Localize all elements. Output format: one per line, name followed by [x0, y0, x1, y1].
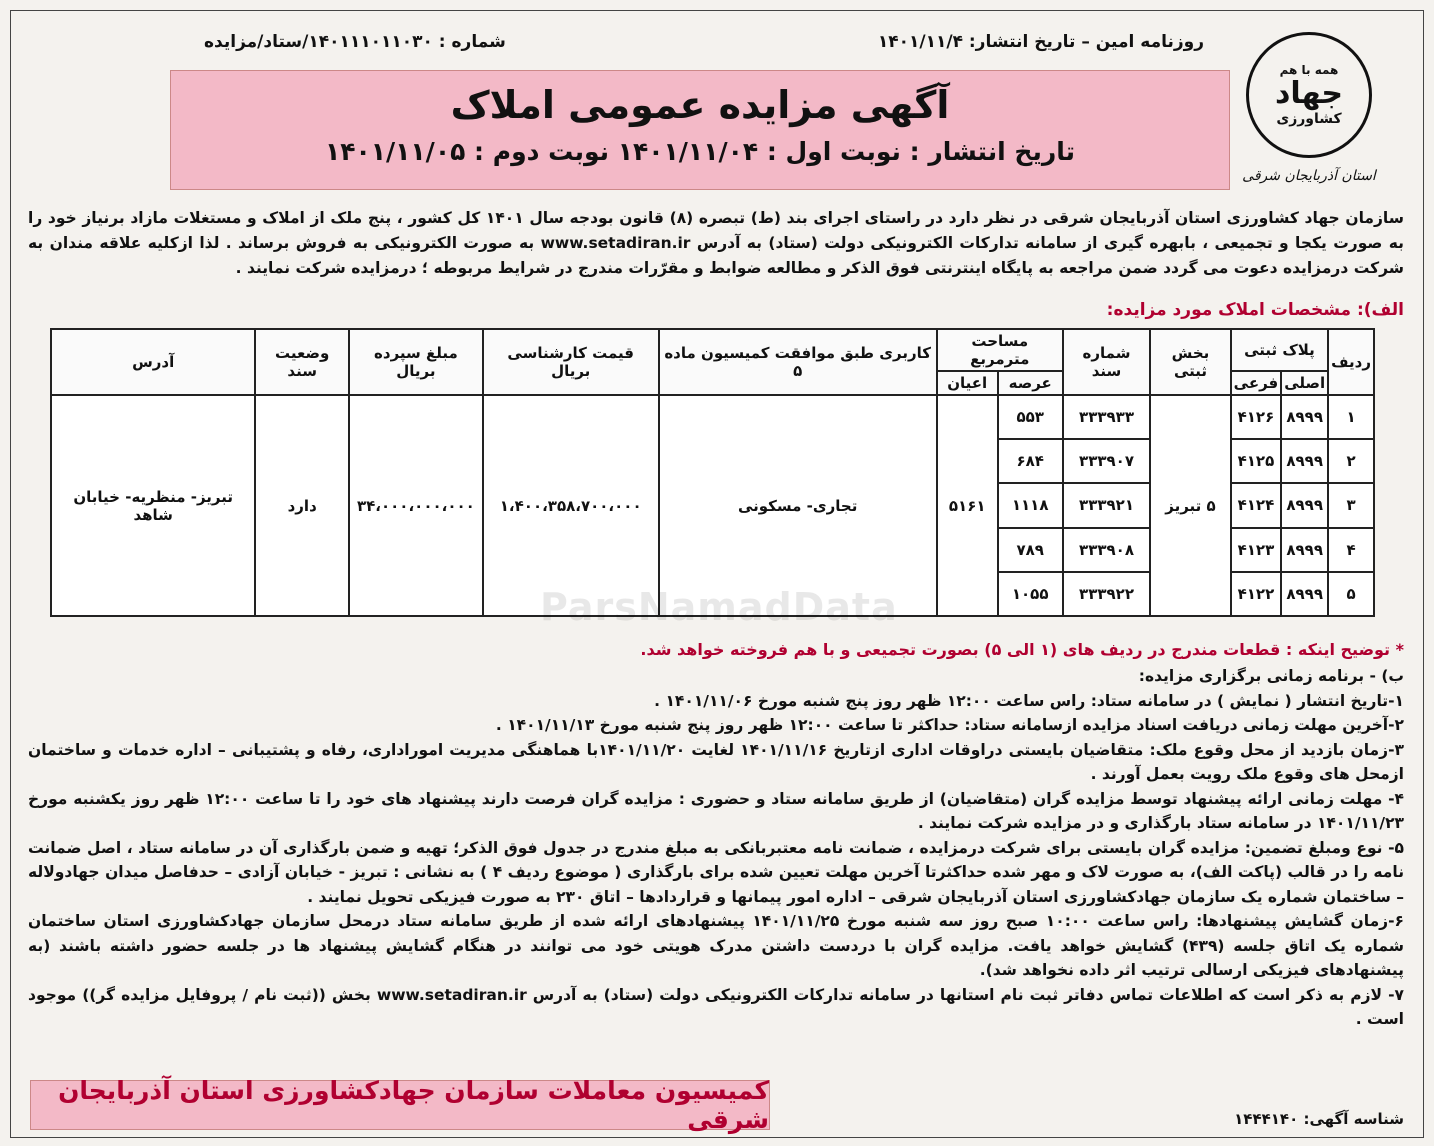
schedule-item: ۲-آخرین مهلت زمانی دریافت اسناد مزایده ازسامانه ستاد: حداکثر تا ساعت ۱۲:۰۰ ظهر روز پنج شنبه مورخ ۱۴۰۱/۱۱/۱۳ .	[495, 716, 1404, 734]
cell-bakhsh: ۵ تبریز	[1150, 395, 1230, 616]
footer-commission: کمیسیون معاملات سازمان جهادکشاورزی استان آذربایجان شرقی	[30, 1080, 770, 1130]
cell-asli: ۸۹۹۹	[1281, 395, 1328, 439]
cell-farei: ۴۱۲۶	[1231, 395, 1282, 439]
cell-asli: ۸۹۹۹	[1281, 528, 1328, 572]
cell-deposit: ۳۴،۰۰۰،۰۰۰،۰۰۰	[349, 395, 483, 616]
schedule-item: ۷- لازم به ذکر است که اطلاعات تماس دفاتر ثبت نام استانها در سامانه تدارکات الکترونیکی دولت (ستاد) به آدرس www.setadiran.ir بخش ((ثبت نام / پروفایل مزایده گر)) موجود است .	[28, 985, 1404, 1028]
cell-asli: ۸۹۹۹	[1281, 483, 1328, 527]
cell-row: ۵	[1328, 572, 1374, 616]
schedule-item: ۵- نوع ومبلغ تضمین: مزایده گران بایستی برای شرکت درمزایده ، ضمانت نامه معتبربانکی به مبلغ مندرج در جدول فوق الذکر؛ تهیه و ضمن بارگذاری آن در سامانه ستاد ، اصل ضمانت نامه را در قالب (پاکت الف)، به صورت لاک و مهر شده حداکثرتا آخرین مهلت تعیین شده برای بارگذاری ( موضوع ردیف ۴ ) به نشانی : تبریز - خیابان آزادی – حدفاصل میدان جهادولاله – ساختمان شماره یک سازمان جهادکشاورزی استان آذربایجان شرقی – اداره امور پیمانها و قراردادها – اتاق ۲۳۰ به صورت فیزیکی تحویل نمایند .	[28, 838, 1405, 906]
cell-farei: ۴۱۲۴	[1231, 483, 1282, 527]
notice-number: شماره : ۱۴۰۱۱۱۰۱۱۰۳۰/ستاد/مزایده	[204, 32, 506, 52]
cell-arse: ۵۵۳	[998, 395, 1063, 439]
cell-sanad: ۳۳۳۹۳۳	[1063, 395, 1151, 439]
table-row	[51, 395, 1374, 439]
title-box	[170, 70, 1230, 190]
cell-row: ۳	[1328, 483, 1374, 527]
cell-usage: تجاری- مسکونی	[659, 395, 937, 616]
th-farei: فرعی	[1231, 371, 1282, 395]
schedule-item: ۶-زمان گشایش پیشنهادها: راس ساعت ۱۰:۰۰ صبح روز سه شنبه مورخ ۱۴۰۱/۱۱/۲۵ پیشنهادهای ارائه شده از طریق سامانه ستاد درمحل سازمان جهادکشاورزی استان ساختمان شماره یک اتاق جلسه (۴۳۹) گشایش خواهد یافت. مزایده گران با دردست داشتن مدرک هویتی خود می توانند در هنگام گشایش پیشنهاد ها در جلسه حضور داشته باشند (به پیشنهادهای فیزیکی ارسالی ترتیب اثر داده نخواهد شد).	[28, 912, 1404, 979]
newspaper-info: روزنامه امین – تاریخ انتشار: ۱۴۰۱/۱۱/۴	[877, 32, 1204, 52]
th-sanad: شماره سند	[1063, 329, 1151, 395]
th-bakhsh: بخش ثبتی	[1150, 329, 1230, 395]
th-usage: کاربری طبق موافقت کمیسیون ماده ۵	[659, 329, 937, 395]
th-plak: پلاک ثبتی	[1231, 329, 1329, 371]
schedule-item: ۴- مهلت زمانی ارائه پیشنهاد توسط مزایده گران (متقاضیان) از طریق سامانه ستاد و حضوری : مزایده گران فرصت دارند پیشنهاد های خود را تا ساعت ۱۲:۰۰ ظهر روز یکشنبه مورخ ۱۴۰۱/۱۱/۲۳ در سامانه ستاد بارگذاری و در مزایده شرکت نمایند .	[28, 789, 1404, 832]
publish-dates: تاریخ انتشار : نوبت اول : ۱۴۰۱/۱۱/۰۴ نوبت دوم : ۱۴۰۱/۱۱/۰۵	[325, 137, 1075, 166]
th-row: ردیف	[1328, 329, 1374, 395]
cell-price: ۱،۴۰۰،۳۵۸،۷۰۰،۰۰۰	[483, 395, 659, 616]
logo-emblem	[1246, 32, 1372, 158]
logo-line3: کشاورزی	[1276, 111, 1342, 127]
th-deposit: مبلغ سپرده بریال	[349, 329, 483, 395]
ad-identifier: شناسه آگهی: ۱۴۴۴۱۴۰	[1234, 1110, 1404, 1128]
cell-arse: ۱۱۱۸	[998, 483, 1063, 527]
th-asli: اصلی	[1281, 371, 1328, 395]
cell-asli: ۸۹۹۹	[1281, 439, 1328, 483]
th-arse: عرصه	[998, 371, 1063, 395]
logo-line1: همه با هم	[1279, 63, 1339, 77]
th-ayan: اعیان	[937, 371, 998, 395]
note-text: * توضیح اینکه : قطعات مندرج در ردیف های (۱ الی ۵) بصورت تجمیعی و با هم فروخته خواهد شد.	[640, 640, 1404, 659]
cell-row: ۲	[1328, 439, 1374, 483]
schedule-item: ۳-زمان بازدید از محل وقوع ملک: متقاضیان بایستی دراوقات اداری ازتاریخ ۱۴۰۱/۱۱/۱۶ لغایت ۱۴۰۱/۱۱/۲۰با هماهنگی مدیریت اموراداری، رفاه و پشتیبانی – اداره خدمات و ساختمان ازمحل های وقوع ملک رویت بعمل آورند .	[28, 740, 1404, 783]
cell-sanad: ۳۳۳۹۰۸	[1063, 528, 1151, 572]
schedule-title: ب) - برنامه زمانی برگزاری مزایده:	[1138, 667, 1404, 685]
section-a-heading: الف): مشخصات املاک مورد مزایده:	[1106, 300, 1404, 320]
logo-province: استان آذربایجان شرقی	[1242, 168, 1376, 184]
schedule-item: ۱-تاریخ انتشار ( نمایش ) در سامانه ستاد: راس ساعت ۱۲:۰۰ ظهر روز پنج شنبه مورخ ۱۴۰۱/۱۱/۰۶ .	[654, 691, 1404, 710]
cell-row: ۱	[1328, 395, 1374, 439]
logo	[1224, 32, 1394, 192]
th-status: وضعیت سند	[255, 329, 349, 395]
cell-sanad: ۳۳۳۹۲۱	[1063, 483, 1151, 527]
cell-sanad: ۳۳۳۹۲۲	[1063, 572, 1151, 616]
watermark: ParsNamadData	[540, 585, 898, 629]
schedule-section	[28, 664, 1404, 1032]
th-price: قیمت کارشناسی بریال	[483, 329, 659, 395]
header-row	[204, 28, 1204, 56]
cell-status: دارد	[255, 395, 349, 616]
th-address: آدرس	[51, 329, 255, 395]
cell-farei: ۴۱۲۳	[1231, 528, 1282, 572]
cell-farei: ۴۱۲۲	[1231, 572, 1282, 616]
cell-arse: ۶۸۴	[998, 439, 1063, 483]
cell-address: تبریز- منظریه- خیابان شاهد	[51, 395, 255, 616]
cell-ayan: ۵۱۶۱	[937, 395, 998, 616]
cell-arse: ۱۰۵۵	[998, 572, 1063, 616]
cell-sanad: ۳۳۳۹۰۷	[1063, 439, 1151, 483]
logo-line2: جهاد	[1274, 76, 1344, 111]
page-title: آگهی مزایده عمومی املاک	[450, 83, 950, 127]
th-area: مساحت مترمربع	[937, 329, 1063, 371]
property-table	[50, 328, 1375, 617]
cell-row: ۴	[1328, 528, 1374, 572]
cell-farei: ۴۱۲۵	[1231, 439, 1282, 483]
intro-paragraph: سازمان جهاد کشاورزی استان آذربایجان شرقی در نظر دارد در راستای اجرای بند (ط) تبصره (۸) قانون بودجه سال ۱۴۰۱ کل کشور ، پنج ملک از املاک و مستغلات مازاد برنیاز خود را به صورت یکجا و تجمیعی ، بابهره گیری از سامانه تدارکات الکترونیکی دولت (ستاد) به آدرس www.setadiran.ir به صورت الکترونیکی به فروش برساند . لذا ازکلیه علاقه مندان به شرکت درمزایده دعوت می گردد ضمن مراجعه به پایگاه اینترنتی فوق الذکر و مطالعه ضوابط و مقرّرات مندرج در شرایط مربوطه ؛ درمزایده شرکت نمایند .	[28, 209, 1404, 277]
cell-asli: ۸۹۹۹	[1281, 572, 1328, 616]
cell-arse: ۷۸۹	[998, 528, 1063, 572]
